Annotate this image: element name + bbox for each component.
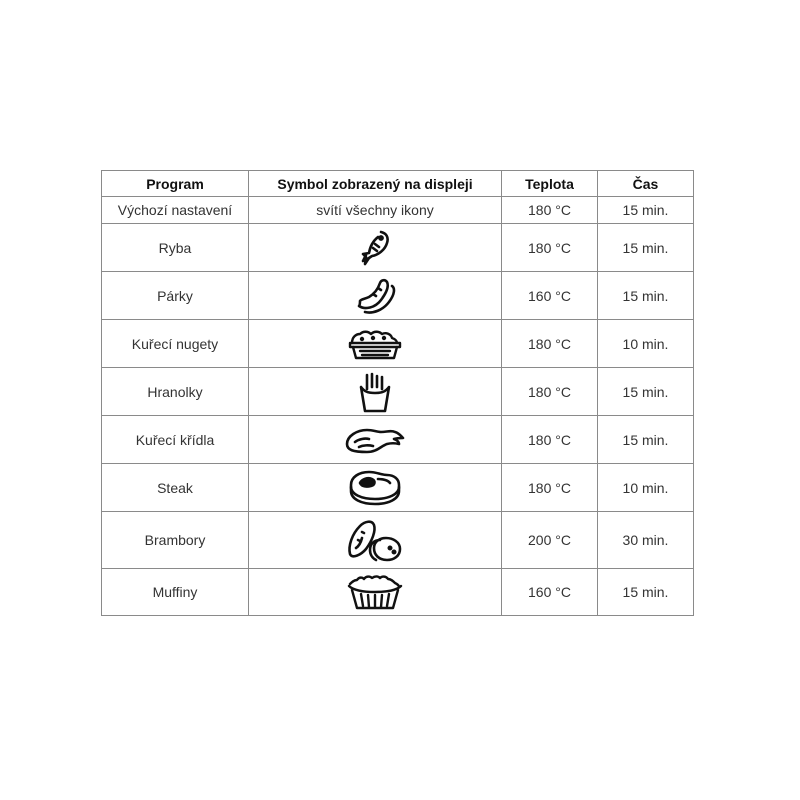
header-time: Čas [598,171,694,197]
fish-icon [355,228,395,268]
time-value: 15 min. [598,569,694,616]
steak-icon [348,469,402,507]
temperature-value: 180 °C [502,368,598,416]
header-symbol: Symbol zobrazený na displeji [249,171,502,197]
symbol-text: svítí všechny ikony [249,197,502,224]
temperature-value: 200 °C [502,512,598,569]
table-row [102,464,694,512]
symbol-cell [249,224,502,272]
symbol-cell [249,416,502,464]
program-name: Ryba [102,224,249,272]
symbol-cell [249,272,502,320]
program-name: Muffiny [102,569,249,616]
program-name: Kuřecí křídla [102,416,249,464]
temperature-value: 160 °C [502,272,598,320]
temperature-value: 180 °C [502,197,598,224]
time-value: 15 min. [598,197,694,224]
muffin-icon [346,572,404,612]
table-row [102,197,694,224]
chicken-wing-icon [343,422,407,458]
potatoes-icon [346,518,404,562]
time-value: 10 min. [598,464,694,512]
sausages-icon [353,276,397,316]
time-value: 30 min. [598,512,694,569]
table-row [102,368,694,416]
table-row [102,320,694,368]
temperature-value: 180 °C [502,464,598,512]
table-row [102,416,694,464]
nuggets-icon [348,327,402,361]
table-row [102,512,694,569]
program-name: Kuřecí nugety [102,320,249,368]
fries-icon [357,371,393,413]
time-value: 15 min. [598,224,694,272]
table-row [102,569,694,616]
table-row [102,272,694,320]
time-value: 15 min. [598,368,694,416]
table-row [102,224,694,272]
header-program: Program [102,171,249,197]
cooking-programs-table [101,170,694,616]
program-name: Párky [102,272,249,320]
temperature-value: 180 °C [502,416,598,464]
temperature-value: 160 °C [502,569,598,616]
table-header-row [102,171,694,197]
program-name: Steak [102,464,249,512]
program-name: Výchozí nastavení [102,197,249,224]
time-value: 15 min. [598,416,694,464]
time-value: 15 min. [598,272,694,320]
symbol-cell [249,512,502,569]
symbol-cell [249,368,502,416]
temperature-value: 180 °C [502,320,598,368]
symbol-cell [249,569,502,616]
symbol-cell [249,320,502,368]
program-name: Hranolky [102,368,249,416]
time-value: 10 min. [598,320,694,368]
header-temperature: Teplota [502,171,598,197]
temperature-value: 180 °C [502,224,598,272]
program-name: Brambory [102,512,249,569]
symbol-cell [249,464,502,512]
